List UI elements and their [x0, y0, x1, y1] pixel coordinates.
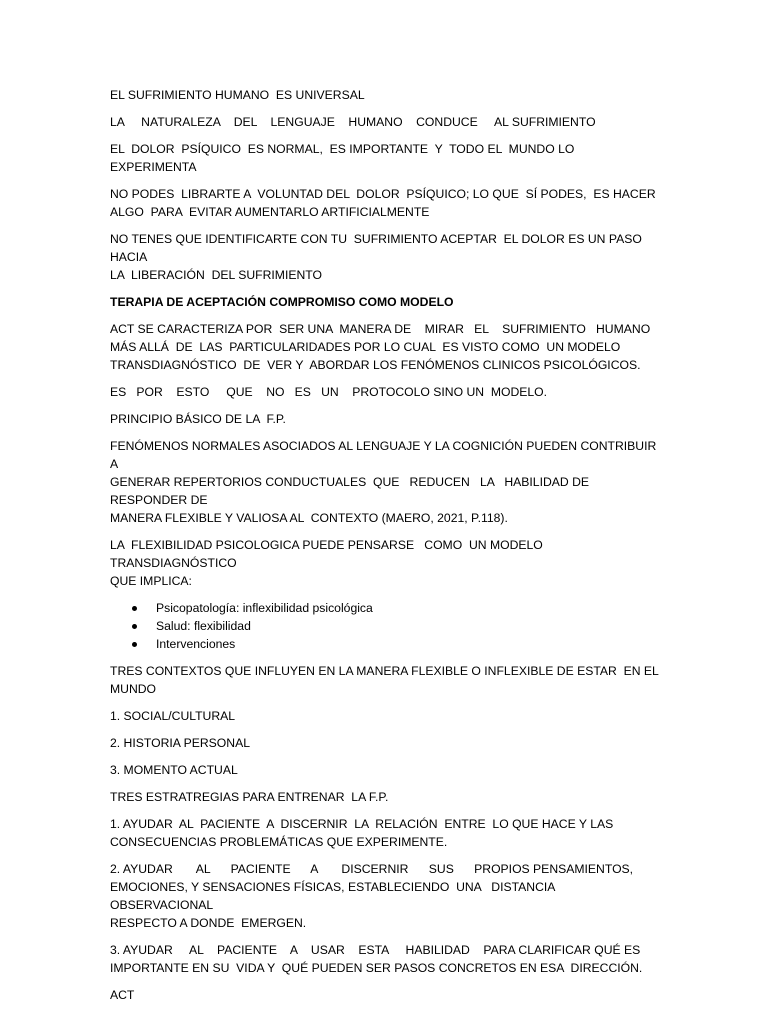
section-heading-act-model: TERAPIA DE ACEPTACIÓN COMPROMISO COMO MODELO [110, 295, 454, 309]
paragraph-context-moment: 3. MOMENTO ACTUAL [110, 763, 238, 777]
list-item [110, 635, 660, 653]
paragraph-context-social: 1. SOCIAL/CULTURAL [110, 709, 236, 723]
bullet-list [110, 599, 660, 653]
document-body [110, 86, 660, 1013]
bullet-text: Intervenciones [156, 637, 236, 651]
paragraph-normal-phenomena: FENÓMENOS NORMALES ASOCIADOS AL LENGUAJE Y LA COGNICIÓN PUEDEN CONTRIBUIR A GENERAR REPERTORIOS CONDUCTUALES QUE REDUCEN LA HABILIDAD DE RESPONDER DE MANERA FLEXIBLE Y VALIOSA AL CONTEXTO (MAERO, 2021, P.118). [110, 439, 657, 525]
paragraph-universal-suffering: EL SUFRIMIENTO HUMANO ES UNIVERSAL [110, 88, 365, 102]
bullet-text: Psicopatología: inflexibilidad psicológica [156, 601, 373, 615]
bullet-text: Salud: flexibilidad [156, 619, 251, 633]
paragraph-cannot-free: NO PODES LIBRARTE A VOLUNTAD DEL DOLOR PSÍQUICO; LO QUE SÍ PODES, ES HACER ALGO PARA EVITAR AUMENTARLO ARTIFICIALMENTE [110, 187, 656, 219]
bullet-icon [132, 624, 137, 629]
paragraph-act-characterized: ACT SE CARACTERIZA POR SER UNA MANERA DE MIRAR EL SUFRIMIENTO HUMANO MÁS ALLÁ DE LAS PARTICULARIDADES POR LO CUAL ES VISTO COMO UN MODELO TRANSDIAGNÓSTICO DE VER Y ABORDAR LOS FENÓMENOS CLINICOS PSICOLÓGICOS. [110, 322, 651, 372]
paragraph-identify-suffering: NO TENES QUE IDENTIFICARTE CON TU SUFRIMIENTO ACEPTAR EL DOLOR ES UN PASO HACIA LA LIBERACIÓN DEL SUFRIMIENTO [110, 232, 642, 282]
paragraph-strategy-3: 3. AYUDAR AL PACIENTE A USAR ESTA HABILIDAD PARA CLARIFICAR QUÉ ES IMPORTANTE EN SU VIDA Y QUÉ PUEDEN SER PASOS CONCRETOS EN ESA DIRECCIÓN. [110, 943, 643, 975]
paragraph-psychic-pain: EL DOLOR PSÍQUICO ES NORMAL, ES IMPORTANTE Y TODO EL MUNDO LO EXPERIMENTA [110, 142, 578, 174]
paragraph-three-contexts: TRES CONTEXTOS QUE INFLUYEN EN LA MANERA FLEXIBLE O INFLEXIBLE DE ESTAR EN EL MUNDO [110, 664, 659, 696]
paragraph-act: ACT [110, 988, 135, 1002]
list-item [110, 599, 660, 617]
list-item [110, 617, 660, 635]
bullet-icon [132, 642, 137, 647]
paragraph-three-strategies: TRES ESTRATREGIAS PARA ENTRENAR LA F.P. [110, 790, 389, 804]
bullet-icon [132, 606, 137, 611]
paragraph-strategy-1: 1. AYUDAR AL PACIENTE A DISCERNIR LA RELACIÓN ENTRE LO QUE HACE Y LAS CONSECUENCIAS PROBLEMÁTICAS QUE EXPERIMENTE. [110, 817, 614, 849]
paragraph-not-protocol: ES POR ESTO QUE NO ES UN PROTOCOLO SINO UN MODELO. [110, 385, 548, 399]
paragraph-basic-principle: PRINCIPIO BÁSICO DE LA F.P. [110, 412, 286, 426]
paragraph-psych-flexibility: LA FLEXIBILIDAD PSICOLOGICA PUEDE PENSARSE COMO UN MODELO TRANSDIAGNÓSTICO QUE IMPLICA: [110, 538, 543, 588]
paragraph-context-history: 2. HISTORIA PERSONAL [110, 736, 250, 750]
paragraph-language-nature: LA NATURALEZA DEL LENGUAJE HUMANO CONDUCE AL SUFRIMIENTO [110, 115, 596, 129]
paragraph-strategy-2: 2. AYUDAR AL PACIENTE A DISCERNIR SUS PROPIOS PENSAMIENTOS, EMOCIONES, Y SENSACIONES FÍSICAS, ESTABLECIENDO UNA DISTANCIA OBSERVACIONAL RESPECTO A DONDE EMERGEN. [110, 862, 634, 930]
